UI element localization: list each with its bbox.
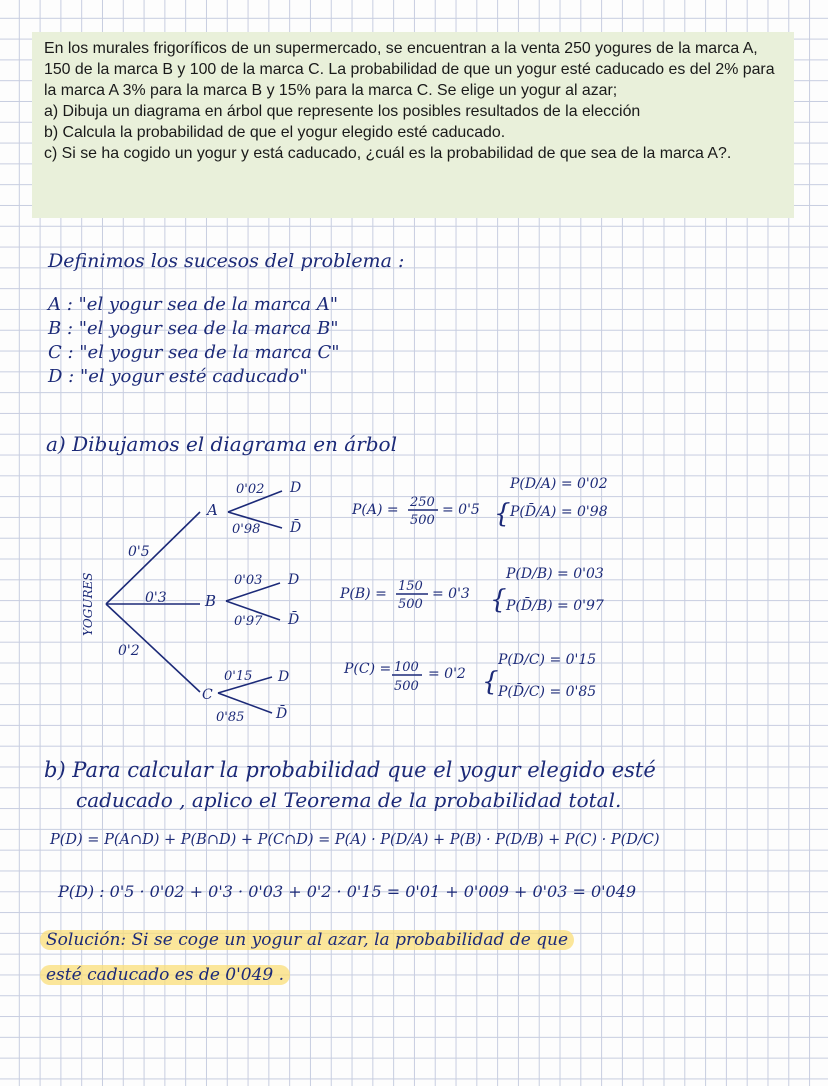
a-d-outcome: D [290, 480, 302, 496]
problem-text: En los murales frigoríficos de un supermercado, se encuentran a la venta 250 yogures de la marca A, 150 de la marca B y 100 de la marca C. La probabilidad de que un yogur esté caducado es del 2% para la marca A 3% para la marca B y 15% para la marca C. Se elige un yogur al azar; [44, 40, 775, 99]
calc-b-denominator: 500 [398, 597, 423, 612]
event-c: C : "el yogur sea de la marca C" [48, 342, 340, 363]
a-d-prob: 0'02 [236, 482, 265, 497]
calc-c-denominator: 500 [394, 679, 419, 694]
a-nd-outcome: D̄ [290, 520, 302, 536]
b-nd-outcome: D̄ [288, 612, 300, 628]
b-d-prob: 0'03 [234, 573, 263, 588]
part-a-heading: a) Dibujamos el diagrama en árbol [46, 432, 397, 456]
problem-part-a: a) Dibuja un diagrama en árbol que represente los posibles resultados de la elección [44, 102, 641, 120]
events-intro: Definimos los sucesos del problema : [48, 250, 405, 272]
calc-a-cond-nd: P(D̄/A) = 0'98 [510, 504, 608, 520]
total-probability-formula: P(D) = P(A∩D) + P(B∩D) + P(C∩D) = P(A) · P(D/A) + P(B) · P(D/B) + P(C) · P(D/C) [50, 832, 660, 848]
calc-a-cond-d: P(D/A) = 0'02 [510, 476, 608, 492]
calc-a-result: = 0'5 [442, 502, 480, 518]
event-a: A : "el yogur sea de la marca A" [48, 294, 339, 315]
conclusion-line-2 [40, 965, 290, 985]
branch-c-prob: 0'2 [118, 643, 140, 659]
calc-c-lhs: P(C) = [344, 661, 392, 677]
conclusion-highlight-1: Solución: Si se coge un yogur al azar, la probabilidad de que [40, 930, 574, 950]
event-b: B : "el yogur sea de la marca B" [48, 318, 339, 339]
b-nd-prob: 0'97 [234, 614, 263, 629]
c-d-outcome: D [278, 669, 290, 685]
calc-c-result: = 0'2 [428, 666, 466, 682]
part-b-line-2: caducado , aplico el Teorema de la probabilidad total. [76, 788, 622, 812]
calc-b-cond-d: P(D/B) = 0'03 [506, 566, 604, 582]
b-d-outcome: D [288, 572, 300, 588]
calc-c-numerator: 100 [394, 660, 419, 675]
node-a: A [207, 501, 218, 519]
calc-c-cond-d: P(D/C) = 0'15 [498, 652, 597, 668]
event-d: D : "el yogur esté caducado" [48, 366, 308, 387]
calc-c-cond-nd: P(D̄/C) = 0'85 [498, 684, 597, 700]
node-b: B [205, 592, 217, 610]
branch-a-prob: 0'5 [128, 544, 150, 560]
calc-b-brace: { [490, 585, 507, 615]
calc-a-lhs: P(A) = [352, 502, 399, 518]
conclusion-highlight-2: esté caducado es de 0'049 . [40, 965, 290, 985]
calc-a-numerator: 250 [410, 495, 435, 510]
calc-b-lhs: P(B) = [340, 586, 387, 602]
node-c: C [202, 687, 213, 703]
calc-a-denominator: 500 [410, 513, 435, 528]
calc-a-brace: { [494, 499, 511, 529]
calc-b-numerator: 150 [398, 579, 423, 594]
tree-root-label: YOGURES [81, 572, 95, 636]
a-nd-prob: 0'98 [232, 522, 261, 537]
calc-b-result: = 0'3 [432, 586, 470, 602]
part-b-line-1: b) Para calcular la probabilidad que el yogur elegido esté [44, 758, 656, 782]
c-nd-prob: 0'85 [216, 710, 245, 725]
branch-b-prob: 0'3 [145, 590, 167, 606]
problem-part-b: b) Calcula la probabilidad de que el yogur elegido esté caducado. [44, 123, 506, 141]
total-probability-calculation: P(D) : 0'5 · 0'02 + 0'3 · 0'03 + 0'2 · 0'15 = 0'01 + 0'009 + 0'03 = 0'049 [58, 882, 637, 901]
conclusion-line-1 [40, 930, 574, 950]
c-nd-outcome: D̄ [276, 706, 288, 722]
calc-c-brace: { [482, 667, 499, 697]
c-d-prob: 0'15 [224, 669, 253, 684]
calc-b-cond-nd: P(D̄/B) = 0'97 [506, 598, 604, 614]
problem-part-c: c) Si se ha cogido un yogur y está caducado, ¿cuál es la probabilidad de que sea de la marca A?. [44, 144, 732, 162]
